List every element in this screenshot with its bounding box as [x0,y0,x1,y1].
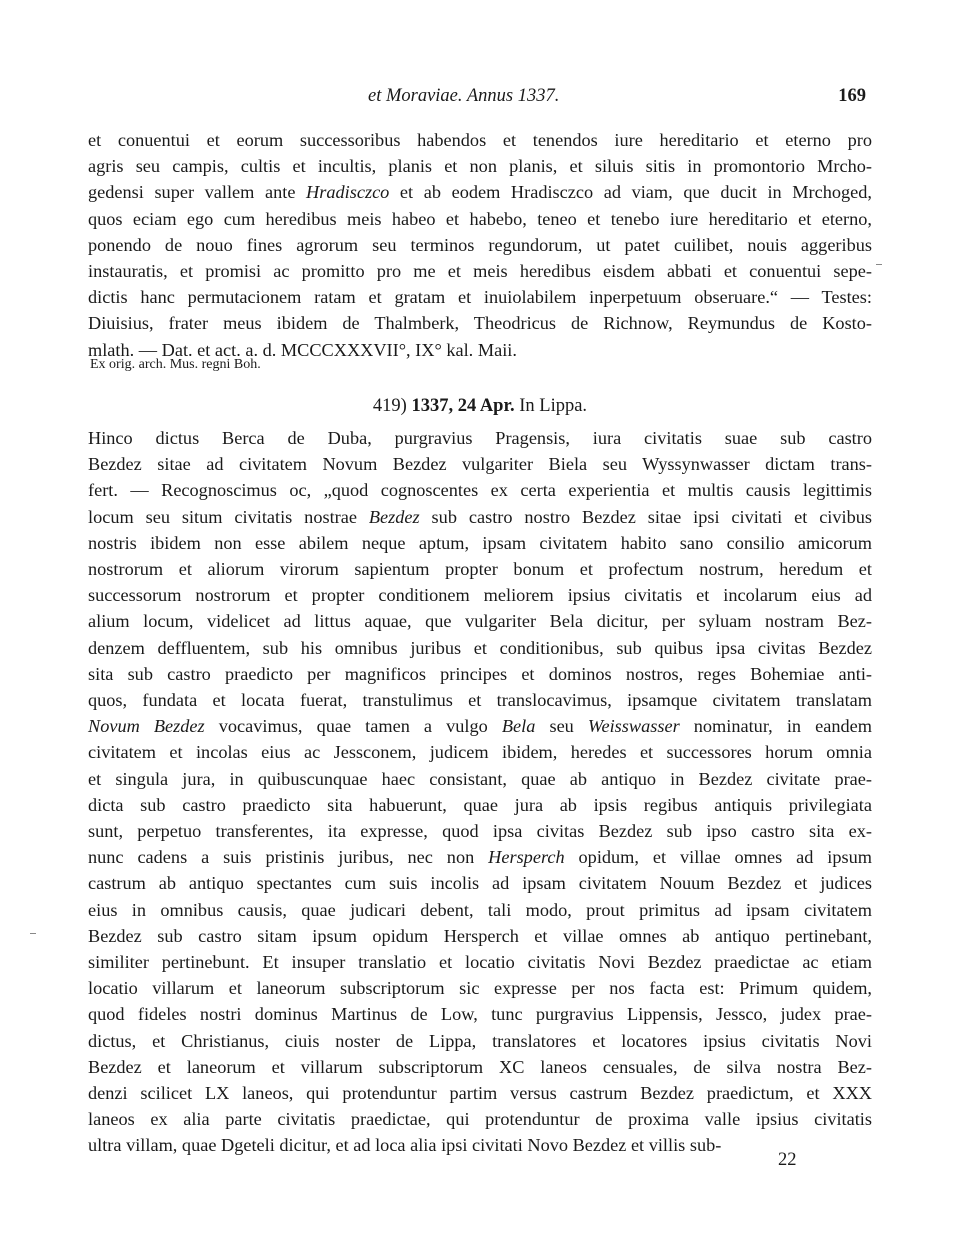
text-line: dicta sub castro praedicto sita habuerunt, quae jura ab ipsis regibus antiquis privilegiata [88,794,872,815]
text-line: Diuisius, frater meus ibidem de Thalmberk, Theodricus de Richnow, Reymundus de Kosto- [88,313,872,334]
text-line: Bezdez sitae ad civitatem Novum Bezdez vulgariter Biela seu Wyssynwasser dictam trans- [88,454,872,475]
text-line: ultra villam, quae Dgeteli dicitur, et ad loca alia ipsi civitati Novo Bezdez et villis sub- [88,1135,722,1156]
text-line: et singula jura, in quibuscunquae haec consistant, quae ab antiquo in Bezdez civitate prae- [88,768,872,789]
text-line: quos, fundata et locata fuerat, transtulimus et translocavimus, ipsamque civitatem translatam [88,690,872,711]
text-line: dictus, et Christianus, ciuis noster de Lippa, translatores et locatores ipsius civitatis Novi [88,1030,872,1051]
text-line: et conuentui et eorum successoribus habendos et tenendos iure hereditario et eterno pro [88,130,872,150]
paragraph-charter-continuation [88,127,872,363]
italic-name: Bezdez [368,506,420,527]
text-line: Bezdez sub castro sitam ipsum opidum Hersperch et villae omnes ab antiquo pertinebant, [88,925,872,946]
text-line: Novum Bezdez vocavimus, quae tamen a vulgo Bela seu Weisswasser nominatur, in eandem [88,716,872,737]
text-line: dictis hanc permutacionem ratam et gratam et inuiolabilem inperpetuum obseruare.“ — Testes: [88,287,872,308]
document-date: 1337, 24 Apr. [411,396,515,416]
text-line: ponendo de nouo fines agrorum seu terminos regundorum, ut patet cuilibet, nouis aggeribus [88,234,872,255]
running-head [88,83,872,109]
document-place: In Lippa. [519,396,588,416]
document-number: 419) [372,396,407,416]
text-line: eius in omnibus causis, quae judicari debent, tali modo, prout primitus ad ipsam civitatem [88,899,872,920]
text-line: Bezdez et laneorum et villarum subscriptorum XC laneos censuales, de silva nostra Bez- [88,1056,872,1077]
italic-name: Bela [501,716,536,737]
document-heading [88,393,872,419]
italic-name: Hersperch [488,847,565,868]
text-line: nostrorum et aliorum virorum sapientum propter bonum et profectum nostrum, heredum et [88,559,872,580]
paragraph-document-419 [88,425,872,1159]
text-line: locum seu situm civitatis nostrae Bezdez sub castro nostro Bezdez sitae ipsi civitati et civibus [88,506,873,527]
page-number: 169 [838,86,866,106]
text-line: alium locum, videlicet ad littus aquae, que vulgariter Bela dicitur, per syluam nostram Bez- [88,611,872,632]
text-line: denzi scilicet LX laneos, qui protenduntur partim versus castrum Bezdez praedictum, et XXX [88,1083,872,1104]
margin-mark [30,933,36,934]
text-line: Hinco dictus Berca de Duba, purgravius Pragensis, iura civitatis suae sub castro [88,428,872,448]
text-line: fert. — Recognoscimus oc, „quod cognoscentes ex certa experientia et multis causis legittimis [88,480,872,501]
text-line: similiter pertinebunt. Et insuper translatio et locatio civitatis Novi Bezdez praedictae ac etiam [88,952,872,973]
text-line: locatio villarum et laneorum subscriptorum sic expresse per nos facta est: Primum quidem, [88,978,872,999]
running-title: et Moraviae. Annus 1337. [368,86,560,106]
text-line: instauratis, et promisi ac promitto pro me et meis heredibus eisdem abbati et conuentui sepe- [88,261,872,282]
text-line: mlath. — Dat. et act. a. d. MCCCXXXVII°, IX° kal. Maii. [88,339,517,360]
text-line: nunc cadens a suis pristinis juribus, nec non Hersperch opidum, et villae omnes ad ipsum [88,847,872,868]
text-line: civitatem et incolas eius ac Jessconem, judicem ibidem, heredes et successores horum omnia [88,742,872,763]
text-line: laneos ex alia parte civitatis praedictae, qui protenduntur de proxima valle ipsius civitatis [88,1109,872,1130]
margin-mark [876,264,882,265]
signature-mark: 22 [778,1150,797,1170]
italic-name: Weisswasser [587,716,680,737]
text-line: denzem deffluentem, sub his omnibus juribus et conditionibus, sub quibus ipsa civitas Bezdez [88,637,872,658]
source-note: Ex orig. arch. Mus. regni Boh. [90,357,261,372]
document-page [88,0,872,1258]
text-line: gedensi super vallem ante Hradisczco et ab eodem Hradisczco ad viam, que ducit in Mrchoged, [88,182,872,203]
text-line: castrum ab antiquo spectantes cum suis incolis ad ipsam civitatem Nouum Bezdez et judices [88,873,872,894]
text-line: sita sub castro praedicto per magnificos principes et dominos nostros, reges Bohemiae anti- [88,663,872,684]
text-line: successorum nostrorum et propter conditionem meliorem ipsius civitatis et incolarum eius ad [88,585,872,606]
text-line: agris seu campis, cultis et incultis, planis et non planis, et siluis sitis in promontorio Mrcho- [88,156,872,177]
text-line: quos eciam ego cum heredibus meis habeo et habebo, teneo et tenebo iure hereditario et eterno, [88,208,872,229]
italic-name: Hradisczco [306,182,390,203]
text-line: sunt, perpetuo transferentes, ita expresse, quod ipsa civitas Bezdez sub ipso castro sita ex- [88,821,872,842]
text-line: nostris ibidem non esse abilem neque aptum, ipsam civitatem habito sano consilio amicorum [88,532,872,553]
italic-name: Novum Bezdez [88,716,205,737]
text-line: quod fideles nostri dominus Martinus de Low, tunc purgravius Lippensis, Jessco, judex prae- [88,1004,872,1025]
